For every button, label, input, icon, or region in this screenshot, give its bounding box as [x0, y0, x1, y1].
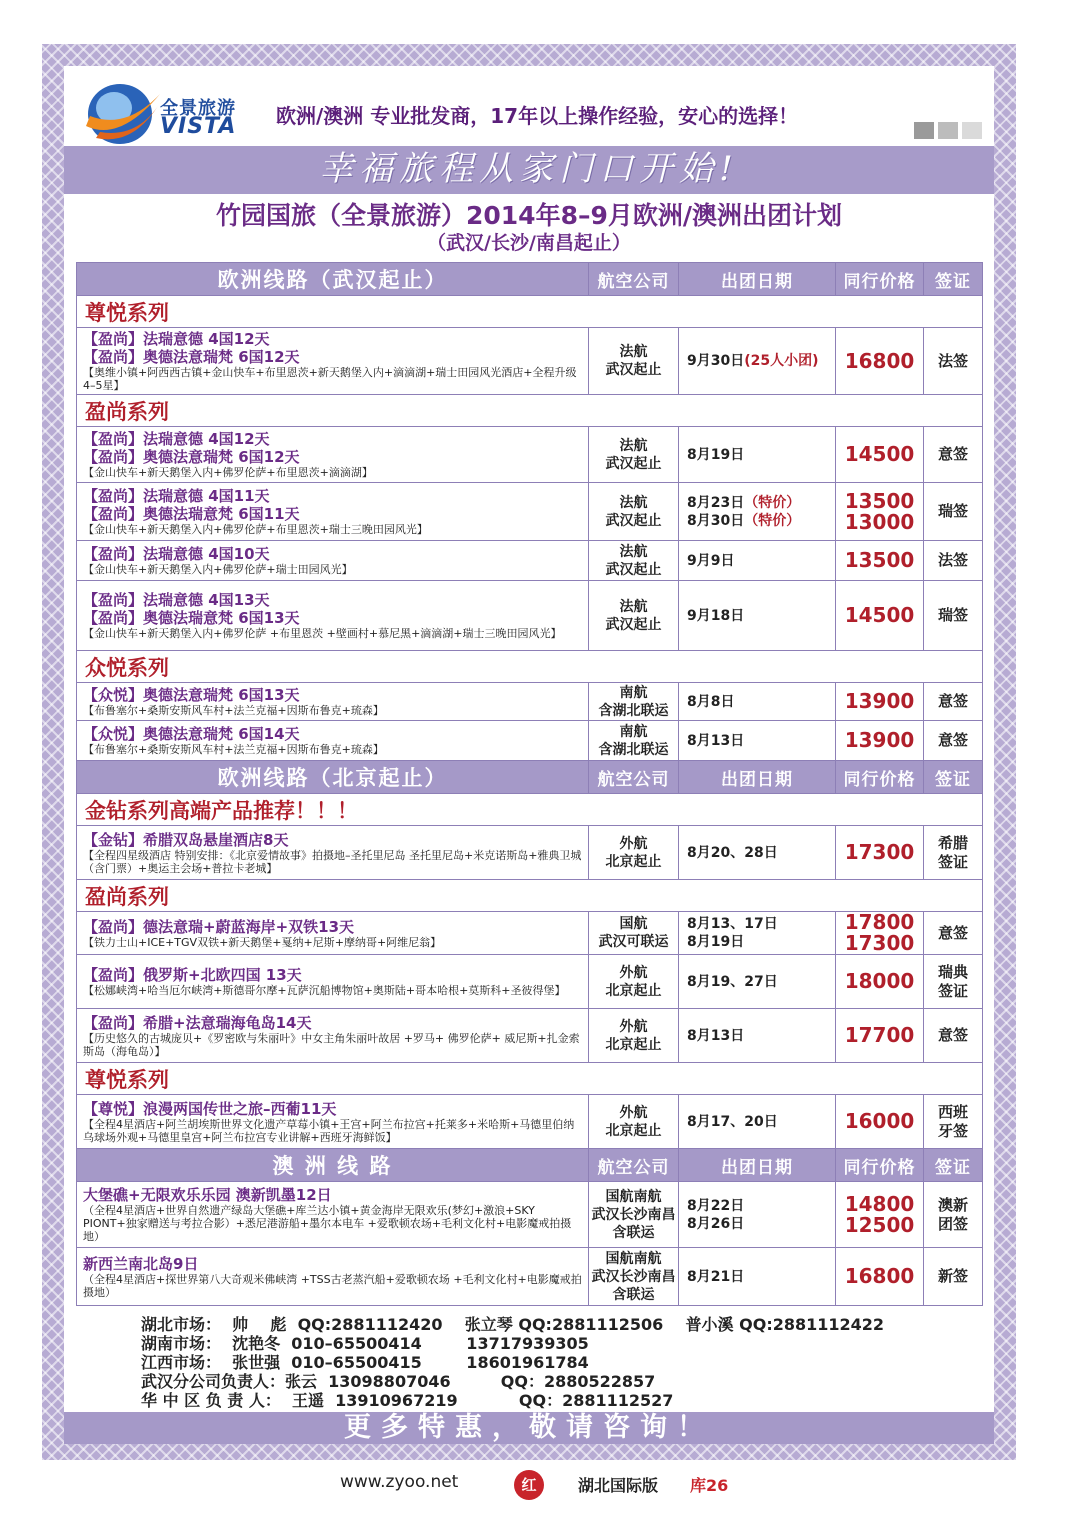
departure-date-cell: [679, 955, 836, 1009]
cell-text: 13900: [844, 728, 915, 752]
airline-cell: [589, 912, 679, 955]
cell-text: 【盈尚】德法意瑞+蔚蓝海岸+双铁13天: [83, 917, 355, 936]
cell-text: 【布鲁塞尔+桑斯安斯风车村+法兰克福+因斯布鲁克+琉森】: [83, 704, 384, 717]
series-row: [77, 296, 983, 328]
column-header-date: 出团日期: [679, 263, 836, 296]
departure-date-cell: [679, 427, 836, 483]
date-wrap: [687, 446, 835, 464]
cell-text: 南航 含湖北联运: [598, 723, 669, 758]
departure-date-cell: [679, 826, 836, 880]
square-icon: [938, 122, 958, 139]
tour-row[interactable]: [77, 1248, 983, 1306]
date-wrap: [687, 693, 835, 711]
date-wrap: [687, 915, 835, 951]
cell-text: （全程4星酒店+世界自然遗产绿岛大堡礁+库兰达小镇+黄金海岸无限欢乐(梦幻+激浪+SKY PIONT+独家赠送与考拉合影）+悉尼港游船+墨尔本电车 +爱歌顿农场+毛利文化村+电影魔戒拍摄地）: [83, 1204, 572, 1243]
tour-row[interactable]: [77, 427, 983, 483]
price-cell: [836, 328, 924, 395]
price-cell: [836, 721, 924, 761]
edition-label: 湖北国际版: [578, 1476, 659, 1495]
series-title: 尊悦系列: [77, 1063, 983, 1095]
tour-row[interactable]: [77, 1182, 983, 1248]
cell-text: 16800: [844, 1264, 915, 1288]
tour-row[interactable]: [77, 1095, 983, 1149]
tour-description: [77, 955, 589, 1009]
airline-cell: [589, 483, 679, 541]
column-header-airline: 航空公司: [589, 761, 679, 794]
tour-row[interactable]: [77, 955, 983, 1009]
departure-date-cell: [679, 483, 836, 541]
departure-date-cell: [679, 581, 836, 651]
cell-text: 17800 17300: [844, 910, 915, 955]
price-cell: [836, 1009, 924, 1063]
cell-text: 【盈尚】法瑞意德 4国12天 【盈尚】奥德法意瑞梵 6国12天: [83, 330, 300, 366]
section-header-row: [77, 1149, 983, 1182]
series-title: 盈尚系列: [77, 880, 983, 912]
cell-text: 法航 武汉起止: [605, 437, 662, 472]
contact-block: [64, 1306, 994, 1411]
series-title: 金钻系列高端产品推荐！！！: [77, 794, 983, 826]
column-header-visa: 签证: [924, 1149, 983, 1182]
date-wrap: [687, 607, 835, 625]
cell-text: 外航 北京起止: [605, 964, 662, 999]
page-frame: [42, 44, 1016, 1460]
airline-cell: [589, 1095, 679, 1149]
tour-row[interactable]: [77, 1009, 983, 1063]
airline-cell: [589, 1009, 679, 1063]
tour-description: [77, 541, 589, 581]
date-wrap: [687, 732, 835, 750]
cell-text: 希腊 签证: [937, 833, 968, 871]
section-heading: 欧洲线路（武汉起止）: [77, 263, 589, 296]
price-cell: [836, 1095, 924, 1149]
square-icon: [914, 122, 934, 139]
airline-cell: [589, 581, 679, 651]
price-cell: [836, 581, 924, 651]
column-header-airline: 航空公司: [589, 1149, 679, 1182]
cell-text: 8月20、28日: [687, 844, 778, 861]
airline-cell: [589, 427, 679, 483]
cell-text: 新西兰南北岛9日: [83, 1254, 199, 1273]
column-header-date: 出团日期: [679, 761, 836, 794]
visa-cell: [924, 541, 983, 581]
column-header-date: 出团日期: [679, 1149, 836, 1182]
cell-text: 16800: [844, 348, 915, 373]
cell-text: 【众悦】奥德法意瑞梵 6国13天: [83, 686, 300, 704]
contact-line: 湖北市场： 帅 彪 QQ:2881112420 张立琴 QQ:2881112506 普小溪 QQ:2881112422: [141, 1315, 885, 1334]
cell-text: 17300: [844, 840, 915, 864]
price-cell: [836, 1248, 924, 1306]
visa-cell: [924, 1248, 983, 1306]
cell-text: 法签: [937, 551, 968, 569]
cell-text: 【盈尚】希腊+法意瑞海龟岛14天: [83, 1013, 312, 1032]
column-header-visa: 签证: [924, 263, 983, 296]
cell-text: 【盈尚】法瑞意德 4国10天: [83, 545, 270, 563]
date-wrap: [687, 844, 835, 862]
visa-cell: [924, 826, 983, 880]
cell-text: 意签: [937, 731, 968, 749]
visa-cell: [924, 912, 983, 955]
cell-text: 意签: [937, 445, 968, 463]
date-wrap: [687, 1027, 835, 1045]
tour-row[interactable]: [77, 683, 983, 721]
cell-text: 8月17、20日: [687, 1113, 778, 1130]
price-cell: [836, 483, 924, 541]
cell-text: 13500 13000: [844, 488, 915, 534]
tour-description: [77, 721, 589, 761]
departure-date-cell: [679, 683, 836, 721]
series-row: [77, 395, 983, 427]
cell-text: 意签: [937, 923, 968, 942]
cell-text: 意签: [937, 1026, 968, 1044]
cell-text: 外航 北京起止: [605, 1104, 662, 1139]
cell-text: 【全程4星酒店+阿兰胡埃斯世界文化遗产草莓小镇+王宫+阿兰布拉宫+托莱多+米哈斯+马德里伯纳乌球场外观+马德里皇宫+阿兰布拉宫专业讲解+西班牙海鲜饭】: [83, 1117, 575, 1144]
page-footer: [0, 1468, 1092, 1504]
price-cell: [836, 1182, 924, 1248]
airline-cell: [589, 955, 679, 1009]
visa-cell: [924, 955, 983, 1009]
price-cell: [836, 826, 924, 880]
cell-text: 【金山快车+新天鹅堡入内+佛罗伦萨+瑞士田园风光】: [83, 563, 353, 576]
cell-text: 【金钻】希腊双岛悬崖酒店8天: [83, 830, 289, 849]
cell-text: 【金山快车+新天鹅堡入内+佛罗伦萨+布里恩茨+滴滴湖】: [83, 466, 373, 479]
tour-row[interactable]: [77, 826, 983, 880]
tour-description: [77, 427, 589, 483]
cell-text: 法签: [937, 351, 968, 370]
cell-text: 南航 含湖北联运: [598, 684, 669, 719]
tour-description: [77, 328, 589, 395]
tour-row[interactable]: [77, 328, 983, 395]
cell-text: 【全程四星级酒店 特别安排：《北京爱情故事》拍摄地–圣托里尼岛 圣托里尼岛+米克诺斯岛+雅典卫城（含门票）+奥运主会场+普拉卡老城】: [83, 848, 582, 875]
content-panel: [64, 66, 994, 1443]
cell-text: 【盈尚】俄罗斯+北欧四国 13天: [83, 966, 302, 984]
departure-date-cell: [679, 541, 836, 581]
series-title: 盈尚系列: [77, 395, 983, 427]
contact-line: 华 中 区 负 责 人： 王遥 13910967219 QQ：2881112527: [141, 1391, 674, 1410]
departure-date-cell: [679, 328, 836, 395]
cell-text: 国航南航 武汉长沙南昌 含联运: [591, 1250, 676, 1303]
tour-row[interactable]: [77, 721, 983, 761]
tour-description: [77, 826, 589, 880]
price-cell: [836, 955, 924, 1009]
tour-description: [77, 483, 589, 541]
date-wrap: [687, 352, 835, 370]
airline-cell: [589, 328, 679, 395]
section-header-row: [77, 761, 983, 794]
tagline-banner: 幸福旅程从家门口开始!: [64, 146, 994, 194]
globe-logo-icon: [80, 76, 164, 150]
call-to-action-banner: 更多特惠，敬请咨询！: [64, 1412, 994, 1444]
visa-cell: [924, 328, 983, 395]
visa-cell: [924, 581, 983, 651]
cell-text: 18000: [844, 969, 915, 993]
cell-text: 14500: [844, 442, 915, 466]
price-cell: [836, 427, 924, 483]
cell-text: 法航 武汉起止: [605, 344, 662, 378]
series-row: [77, 1063, 983, 1095]
date-wrap: [687, 494, 835, 530]
cell-text: （特价） （特价）: [744, 494, 801, 529]
contact-line: 武汉分公司负责人：张云 13098807046 QQ：2880522857: [141, 1372, 656, 1391]
cell-text: 外航 北京起止: [605, 1018, 662, 1053]
cell-text: 国航南航 武汉长沙南昌 含联运: [591, 1188, 676, 1241]
visa-cell: [924, 721, 983, 761]
tour-description: [77, 1009, 589, 1063]
cell-text: 8月19、27日: [687, 973, 778, 990]
visa-cell: [924, 1009, 983, 1063]
date-wrap: [687, 1113, 835, 1131]
cell-text: 西班 牙签: [937, 1102, 968, 1140]
cell-text: 16000: [844, 1109, 915, 1133]
cell-text: 【布鲁塞尔+桑斯安斯风车村+法兰克福+因斯布鲁克+琉森】: [83, 743, 384, 756]
cell-text: 外航 北京起止: [605, 835, 662, 870]
page-number: 库26: [690, 1476, 729, 1495]
cell-text: 法航 武汉起止: [605, 543, 662, 578]
decorative-squares: [914, 122, 986, 143]
column-header-price: 同行价格: [836, 263, 924, 296]
tour-row[interactable]: [77, 912, 983, 955]
brand-name-en: VISTA: [160, 114, 237, 139]
cell-text: 【铁力士山+ICE+TGV双铁+新天鹅堡+戛纳+尼斯+摩纳哥+阿维尼翁】: [83, 935, 442, 949]
section-heading: 澳 洲 线 路: [77, 1149, 589, 1182]
page-title: 竹园国旅（全景旅游）2014年8–9月欧洲/澳洲出团计划: [215, 201, 842, 230]
cell-text: （全程4星酒店+探世界第八大奇观米佛峡湾 +TSS古老蒸汽船+爱歌顿农场 +毛利文化村+电影魔戒拍摄地）: [83, 1272, 582, 1299]
cell-text: 8月23日 8月30日: [687, 494, 745, 529]
visa-cell: [924, 1095, 983, 1149]
square-icon: [962, 122, 982, 139]
contact-line: 江西市场： 张世强 010–65500415 18601961784: [141, 1353, 589, 1372]
column-header-price: 同行价格: [836, 761, 924, 794]
departure-date-cell: [679, 1095, 836, 1149]
cell-text: 瑞签: [937, 502, 968, 520]
cell-text: 14500: [844, 603, 915, 627]
date-wrap: [687, 552, 835, 570]
cell-text: 【历史悠久的古城庞贝+《罗密欧与朱丽叶》中女主角朱丽叶故居 +罗马+ 佛罗伦萨+ 威尼斯+扎金索斯岛（海龟岛）】: [83, 1031, 580, 1058]
cell-text: 【盈尚】法瑞意德 4国11天 【盈尚】奥德法瑞意梵 6国11天: [83, 487, 300, 523]
cell-text: 8月22日 8月26日: [687, 1197, 745, 1232]
cell-text: 8月13、17日 8月19日: [687, 916, 778, 950]
tour-row[interactable]: [77, 483, 983, 541]
series-row: [77, 794, 983, 826]
cell-text: 9月18日: [687, 607, 745, 624]
visa-cell: [924, 683, 983, 721]
brand-slogan: 欧洲/澳洲 专业批发商，17年以上操作经验，安心的选择！: [276, 104, 799, 128]
cell-text: 意签: [937, 692, 968, 710]
section-header-row: [77, 263, 983, 296]
cell-text: 8月21日: [687, 1268, 745, 1285]
contact-line: 湖南市场： 沈艳冬 010–65500414 13717939305: [141, 1334, 589, 1353]
series-title: 众悦系列: [77, 651, 983, 683]
departure-date-cell: [679, 721, 836, 761]
cell-text: 8月13日: [687, 1027, 745, 1044]
date-wrap: [687, 973, 835, 991]
column-header-price: 同行价格: [836, 1149, 924, 1182]
price-cell: [836, 541, 924, 581]
cell-text: 法航 武汉起止: [605, 598, 662, 633]
column-header-visa: 签证: [924, 761, 983, 794]
cell-text: (25人小团): [744, 353, 819, 369]
tour-description: [77, 1182, 589, 1248]
airline-cell: [589, 826, 679, 880]
airline-cell: [589, 1182, 679, 1248]
cell-text: 澳新 团签: [937, 1195, 968, 1233]
cell-text: 8月8日: [687, 693, 735, 710]
price-cell: [836, 912, 924, 955]
cell-text: 【奥维小镇+阿西西古镇+金山快车+布里恩茨+新天鹅堡入内+滴滴湖+瑞士田园风光酒店+全程升级4–5星】: [83, 366, 577, 392]
tour-row[interactable]: [77, 541, 983, 581]
date-wrap: [687, 1197, 835, 1233]
tour-row[interactable]: [77, 581, 983, 651]
cell-text: 9月9日: [687, 552, 735, 569]
cell-text: 瑞典 签证: [937, 962, 968, 1000]
departure-date-cell: [679, 1182, 836, 1248]
tour-description: [77, 581, 589, 651]
cell-text: 大堡礁+无限欢乐乐园 澳新凯墨12日: [83, 1186, 332, 1204]
airline-cell: [589, 721, 679, 761]
column-header-airline: 航空公司: [589, 263, 679, 296]
tour-description: [77, 683, 589, 721]
cell-text: 国航 武汉可联运: [598, 916, 669, 950]
cell-text: 9月30日: [687, 353, 745, 369]
cell-text: 8月19日: [687, 446, 745, 463]
tour-description: [77, 912, 589, 955]
departure-date-cell: [679, 912, 836, 955]
cell-text: 14800 12500: [844, 1191, 915, 1237]
price-cell: [836, 683, 924, 721]
page-subtitle: （武汉/长沙/南昌起止）: [427, 232, 631, 254]
cell-text: 【盈尚】法瑞意德 4国12天 【盈尚】奥德法意瑞梵 6国12天: [83, 430, 300, 466]
date-wrap: [687, 1268, 835, 1286]
visa-cell: [924, 427, 983, 483]
airline-cell: [589, 1248, 679, 1306]
cell-text: 【盈尚】法瑞意德 4国13天 【盈尚】奥德法瑞意梵 6国13天: [83, 591, 300, 627]
cell-text: 【尊悦】浪漫两国传世之旅–西葡11天: [83, 1099, 337, 1118]
section-heading: 欧洲线路（北京起止）: [77, 761, 589, 794]
cell-text: 【松娜峡湾+哈当厄尔峡湾+斯德哥尔摩+瓦萨沉船博物馆+奥斯陆+哥本哈根+莫斯科+圣彼得堡】: [83, 984, 566, 997]
brand-name-cn: 全景旅游: [160, 98, 236, 119]
tour-description: [77, 1095, 589, 1149]
cell-text: 13500: [844, 548, 915, 572]
edition-mark-icon: 红: [514, 1470, 544, 1500]
cell-text: 法航 武汉起止: [605, 494, 662, 529]
cell-text: 8月13日: [687, 732, 745, 749]
cell-text: 【众悦】奥德法意瑞梵 6国14天: [83, 725, 300, 743]
cell-text: 【金山快车+新天鹅堡入内+佛罗伦萨 +布里恩茨 +壁画村+慕尼黑+滴滴湖+瑞士三晚田园风光】: [83, 627, 562, 640]
series-title: 尊悦系列: [77, 296, 983, 328]
cell-text: 瑞签: [937, 606, 968, 624]
website-link[interactable]: www.zyoo.net: [340, 1472, 459, 1492]
airline-cell: [589, 683, 679, 721]
visa-cell: [924, 483, 983, 541]
visa-cell: [924, 1182, 983, 1248]
departure-date-cell: [679, 1248, 836, 1306]
cell-text: 13900: [844, 689, 915, 713]
cell-text: 新签: [937, 1267, 968, 1285]
series-row: [77, 651, 983, 683]
cell-text: 17700: [844, 1023, 915, 1047]
cell-text: 【金山快车+新天鹅堡入内+佛罗伦萨+布里恩茨+瑞士三晚田园风光】: [83, 523, 428, 536]
series-row: [77, 880, 983, 912]
tour-description: [77, 1248, 589, 1306]
departure-date-cell: [679, 1009, 836, 1063]
tour-schedule-table: [76, 262, 982, 1306]
airline-cell: [589, 541, 679, 581]
